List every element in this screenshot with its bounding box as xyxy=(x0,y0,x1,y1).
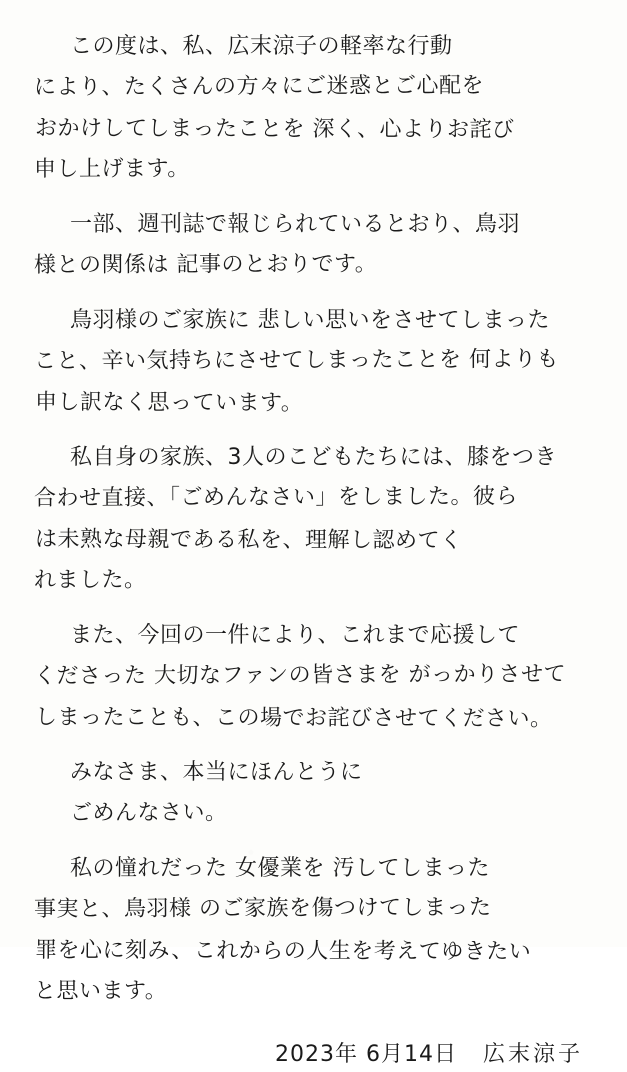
letter-line: 罪を心に刻み、これからの人生を考えてゆきたい xyxy=(34,938,532,965)
letter-line: この度は、私、広末涼子の軽率な行動 xyxy=(70,34,453,59)
letter-line: 一部、週刊誌で報じられているとおり、鳥羽 xyxy=(70,212,521,237)
letter-line: により、たくさんの方々にご迷惑とご心配を xyxy=(33,73,485,100)
signature-block xyxy=(34,1038,597,1072)
paragraph-6 xyxy=(34,752,597,834)
letter-line: 私自身の家族、3人のこどもたちには、膝をつき xyxy=(70,445,557,470)
paragraph-4 xyxy=(34,437,597,601)
letter-line: おかけしてしまったことを 深く、心よりお詫び xyxy=(34,116,515,143)
letter-line: は未熟な母親である私を、理解し認めてく xyxy=(34,527,463,554)
letter-line: こと、辛い気持ちにさせてしまったことを 何よりも xyxy=(33,346,560,374)
letter-body xyxy=(34,26,597,1012)
letter-line: みなさま、本当にほんとうに xyxy=(70,760,363,785)
paragraph-1 xyxy=(34,26,597,190)
letter-line: 事実と、鳥羽様 のご家族を傷つけてしまった xyxy=(33,895,492,922)
signature-date: 2023年 6月14日 xyxy=(275,1042,457,1067)
paragraph-3 xyxy=(34,300,597,423)
letter-line: 鳥羽様のご家族に 悲しい思いをさせてしまった xyxy=(70,308,550,333)
letter-line: 合わせ直接、「ごめんなさい」をしました。彼ら xyxy=(33,484,519,511)
signature-name: 広末涼子 xyxy=(482,1042,583,1067)
letter-line: ごめんなさい。 xyxy=(69,800,228,826)
letter-line: と思います。 xyxy=(33,978,168,1004)
letter-line: くださった 大切なファンの皆さまを がっかりさせて xyxy=(33,661,567,689)
letter-line: また、今回の一件により、これまで応援して xyxy=(70,623,521,648)
letter-line: しまったことも、この場でお詫びさせてください。 xyxy=(34,705,553,732)
letter-line: 様との関係は 記事のとおりです。 xyxy=(33,251,378,278)
paragraph-7 xyxy=(34,848,597,1012)
paragraph-2 xyxy=(34,204,597,286)
letter-line: 申し上げます。 xyxy=(33,156,190,182)
letter-line: 申し訳なく思っています。 xyxy=(34,390,304,416)
letter-line: 私の憧れだった 女優業を 汚してしまった xyxy=(70,856,490,881)
letter-line: れました。 xyxy=(33,567,147,593)
paragraph-5 xyxy=(34,615,597,738)
